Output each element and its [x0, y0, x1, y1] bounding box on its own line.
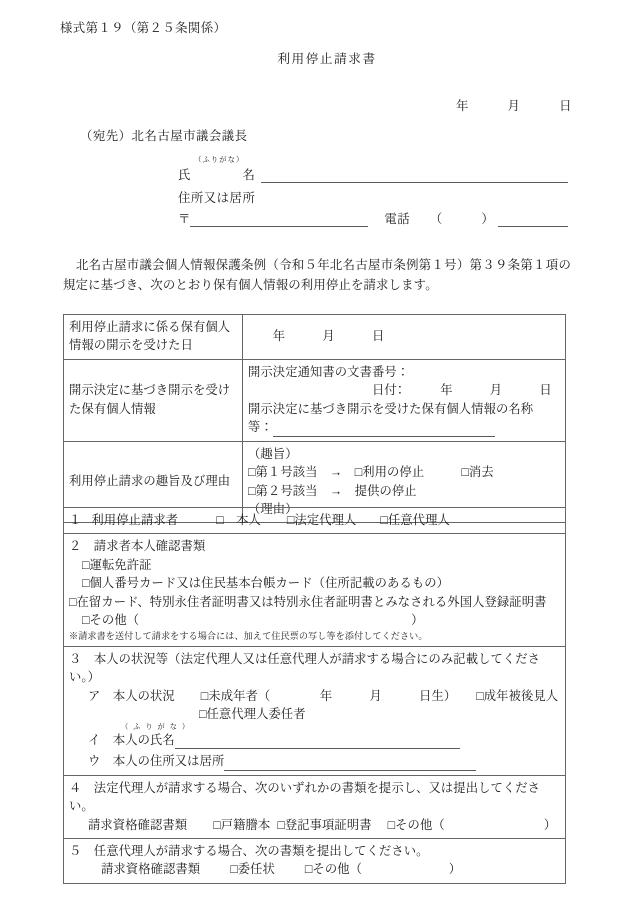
checkbox-legal-representative[interactable]: □法定代理人	[286, 513, 357, 527]
checkbox-power-of-attorney[interactable]: □委任状	[230, 862, 275, 877]
table-row	[64, 359, 566, 441]
person-name-input[interactable]	[175, 736, 460, 749]
info-name-input[interactable]	[273, 424, 495, 437]
telephone-input[interactable]	[498, 213, 568, 227]
intro-paragraph: 北名古屋市議会個人情報保護条例（令和５年北名古屋市条例第１号）第３９条第１項の規定に基づき、次のとおり保有個人情報の利用停止を請求します。	[63, 258, 571, 293]
address-input[interactable]	[190, 213, 368, 227]
furigana-label-person-name: （ ふ り が な ）	[121, 722, 191, 731]
item-2-heading: ２ 請求者本人確認書類	[69, 539, 206, 554]
date-fields: 年 月 日	[248, 329, 385, 344]
row-value-disclosure-date[interactable]	[243, 315, 566, 360]
notice-date: 日付： 年 月 日	[248, 383, 552, 398]
item-1-requester[interactable]	[64, 508, 566, 534]
purpose-heading: （趣旨）	[248, 446, 298, 461]
item-5-doc-label: 請求資格確認書類	[101, 862, 201, 877]
checkbox-voluntary-representative[interactable]: □任意代理人	[380, 513, 450, 527]
checkbox-other-document[interactable]: □その他（	[82, 613, 140, 628]
item-4-legal-representative-docs[interactable]	[64, 775, 566, 838]
table-row	[64, 646, 566, 775]
item-2-note: ※請求書を送付して請求をする場合には、加えて住民票の写し等を添付してください。	[69, 630, 428, 641]
checkbox-voluntary-delegator[interactable]: □任意代理人委任者	[199, 707, 306, 722]
table-row	[64, 839, 566, 884]
reason-heading: （理由）	[248, 501, 298, 516]
checkbox-other-qualification-doc-5[interactable]: □その他（ ）	[304, 862, 462, 877]
telephone-label: 電話 （ ）	[384, 211, 495, 226]
item-3i-label: イ 本人の氏名	[88, 732, 175, 747]
applicant-verification-table	[63, 507, 566, 884]
checkbox-group-item1[interactable]: □第１号該当 → □利用の停止 □消去	[248, 465, 494, 480]
checkbox-family-register[interactable]: □戸籍謄本	[213, 817, 271, 832]
table-row	[64, 775, 566, 838]
person-address-input[interactable]	[224, 758, 476, 771]
checkbox-adult-ward[interactable]: □成年被後見人	[476, 688, 559, 703]
item-3a-label: ア 本人の状況	[88, 688, 175, 703]
checkbox-self[interactable]: □ 本人	[216, 513, 261, 527]
applicant-block	[178, 156, 568, 227]
page-title: 利用停止請求書	[277, 52, 377, 66]
item-3-heading: ３ 本人の状況等（法定代理人又は任意代理人が請求する場合にのみ記載してください。）	[69, 651, 541, 685]
form-number: 様式第１９（第２５条関係）	[60, 21, 227, 35]
postal-mark-icon: 〒	[178, 211, 191, 226]
disclosure-info-table	[63, 314, 566, 523]
item-4-doc-label: 請求資格確認書類	[88, 817, 188, 832]
address-label: 住所又は居所	[178, 190, 256, 205]
name-input[interactable]	[261, 169, 568, 183]
checkbox-residence-card[interactable]: □在留カード、特別永住者証明書又は特別永住者証明書とみなされる外国人登録証明書	[69, 594, 547, 609]
checkbox-registration-certificate[interactable]: □登記事項証明書	[277, 817, 372, 832]
row-label-disclosed-info: 開示決定に基づき開示を受けた保有個人情報	[64, 359, 243, 441]
checkbox-drivers-license[interactable]: □運転免許証	[82, 557, 152, 572]
row-value-disclosed-info[interactable]	[243, 359, 566, 441]
checkbox-other-qualification-doc[interactable]: □その他（ ）	[387, 817, 557, 832]
table-row	[64, 315, 566, 360]
checkbox-minor[interactable]: □未成年者（ 年 月 日生）	[200, 688, 457, 703]
item-5-heading: ５ 任意代理人が請求する場合、次の書類を提出してください。	[69, 844, 429, 859]
item-4-heading: ４ 法定代理人が請求する場合、次のいずれかの書類を提示し、又は提出してください。	[69, 780, 541, 814]
checkbox-group-item2[interactable]: □第２号該当 → 提供の停止	[248, 483, 417, 498]
table-row	[64, 534, 566, 646]
addressee: （宛先）北名古屋市議会議長	[80, 129, 248, 143]
checkbox-mynumber-card[interactable]: □個人番号カード又は住民基本台帳カード（住所記載のあるもの）	[82, 576, 450, 591]
row-label-purpose-reason: 利用停止請求の趣旨及び理由	[64, 441, 243, 523]
item-3u-label: ウ 本人の住所又は居所	[88, 754, 225, 769]
item-5-voluntary-representative-docs[interactable]	[64, 839, 566, 884]
zip-tel-row	[178, 209, 568, 227]
other-document-close-paren: ）	[411, 613, 424, 628]
item-3-person-status[interactable]	[64, 646, 566, 775]
info-name-line1: 開示決定に基づき開示を受けた保有個人情報の名称	[248, 401, 534, 416]
notice-doc-number: 開示決定通知書の文書番号：	[248, 364, 410, 379]
furigana-label: （ふりがな）	[194, 155, 245, 164]
name-row	[178, 165, 568, 183]
name-label: 氏 名	[178, 167, 256, 182]
table-row	[64, 508, 566, 534]
item-1-number: １	[69, 513, 82, 527]
info-name-line2: 等：	[248, 420, 273, 435]
row-label-disclosure-date: 利用停止請求に係る保有個人情報の開示を受けた日	[64, 315, 243, 360]
item-2-identity-documents[interactable]	[64, 534, 566, 646]
item-1-label: 利用停止請求者	[91, 513, 179, 527]
date-line: 年 月 日	[455, 99, 572, 113]
